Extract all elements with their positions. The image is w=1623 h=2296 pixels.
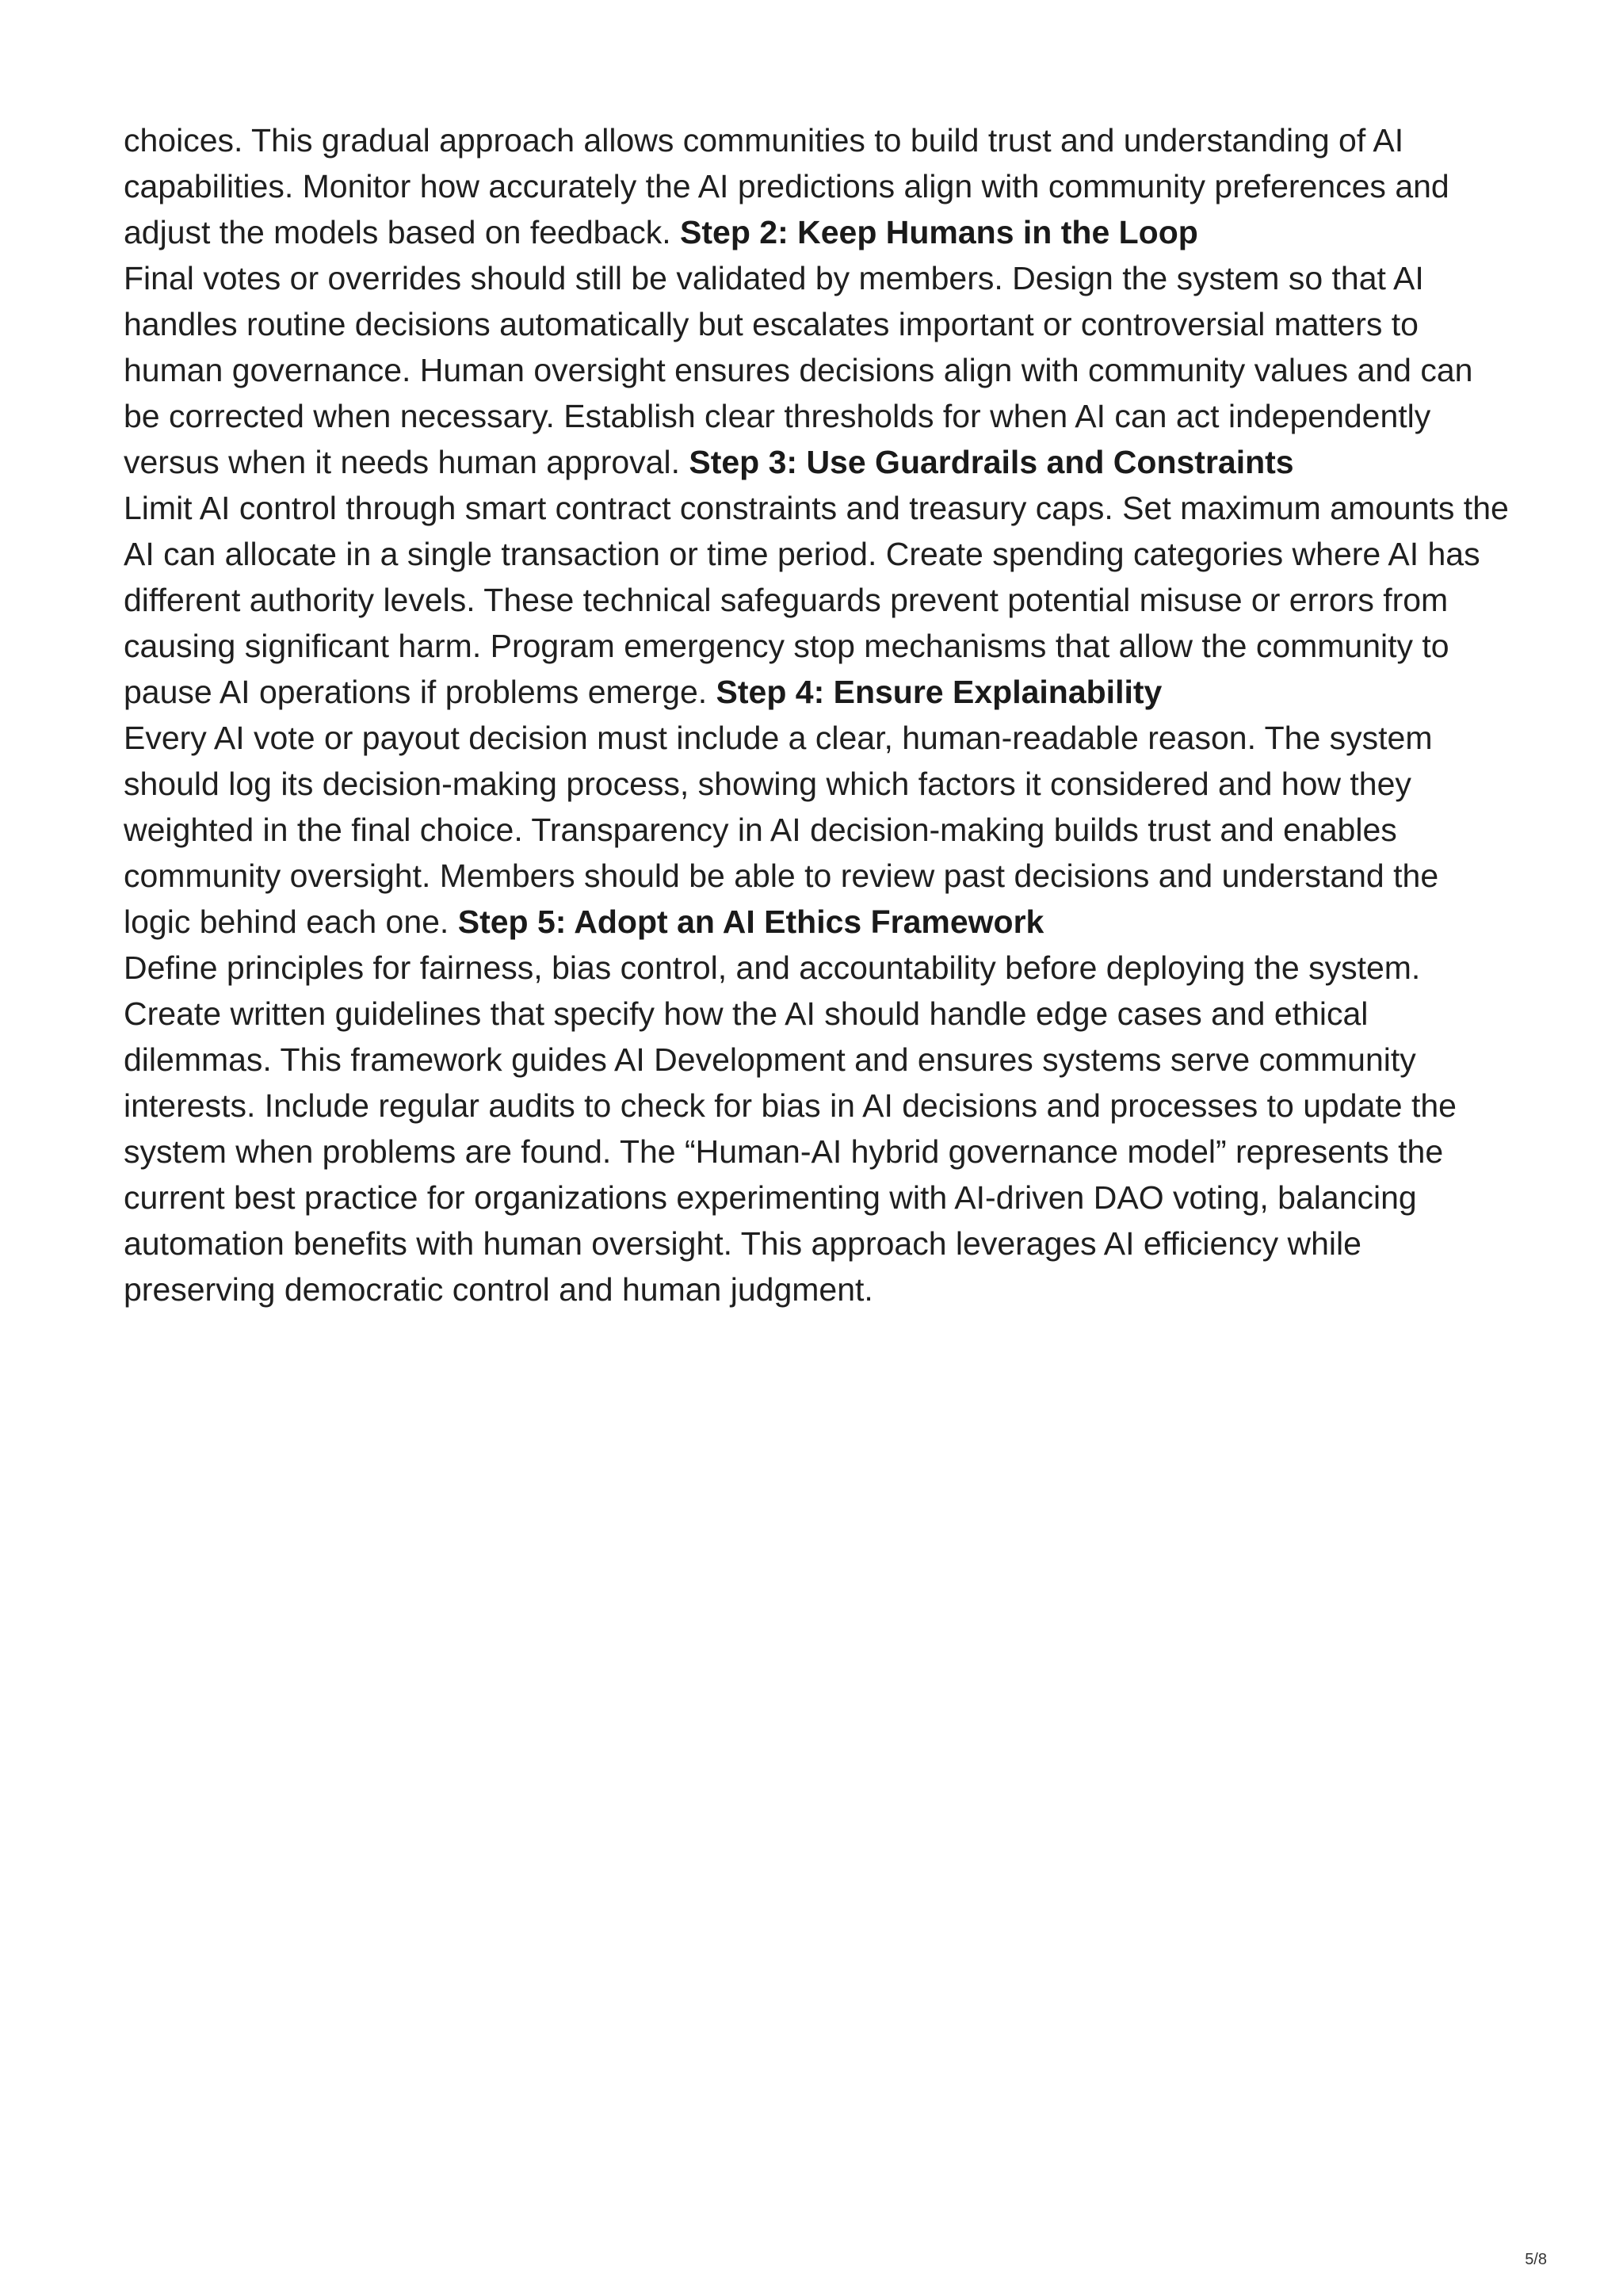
intro-paragraph: choices. This gradual approach allows communities to build trust and understanding of AI capabilities. Monitor how accurately the AI predictions align with community preferences and adjust the models based on feedback. [124,122,1449,250]
step-3-heading: Step 3: Use Guardrails and Constraints [689,444,1294,480]
body-text [124,117,1512,1312]
step-5-paragraph: Define principles for fairness, bias control, and accountability before deploying the system. Create written guidelines that specify how the AI should handle edge cases and ethical dilemmas. This framework guides AI Development and ensures systems serve community interests. Include regular audits to check for bias in AI decisions and processes to update the system when problems are found. The “Human-AI hybrid governance model” represents the current best practice for organizations experimenting with AI-driven DAO voting, balancing automation benefits with human oversight. This approach leverages AI efficiency while preserving democratic control and human judgment. [124,949,1457,1308]
step-2-paragraph: Final votes or overrides should still be validated by members. Design the system so that AI handles routine decisions automatically but escalates important or controversial matters to human governance. Human oversight ensures decisions align with community values and can be corrected when necessary. Establish clear thresholds for when AI can act independently versus when it needs human approval. [124,260,1473,480]
document-body [124,117,1512,1312]
step-4-paragraph: Every AI vote or payout decision must include a clear, human-readable reason. The system should log its decision-making process, showing which factors it considered and how they weighted in the final choice. Transparency in AI decision-making builds trust and enables community oversight. Members should be able to review past decisions and understand the logic behind each one. [124,720,1439,940]
step-3-paragraph: Limit AI control through smart contract constraints and treasury caps. Set maximum amounts the AI can allocate in a single transaction or time period. Create spending categories where AI has different authority levels. These technical safeguards prevent potential misuse or errors from causing significant harm. Program emergency stop mechanisms that allow the community to pause AI operations if problems emerge. [124,490,1509,710]
step-2-heading: Step 2: Keep Humans in the Loop [680,214,1198,250]
page-number: 5/8 [1525,2251,1547,2268]
step-5-heading: Step 5: Adopt an AI Ethics Framework [457,904,1044,940]
step-4-heading: Step 4: Ensure Explainability [716,674,1163,710]
